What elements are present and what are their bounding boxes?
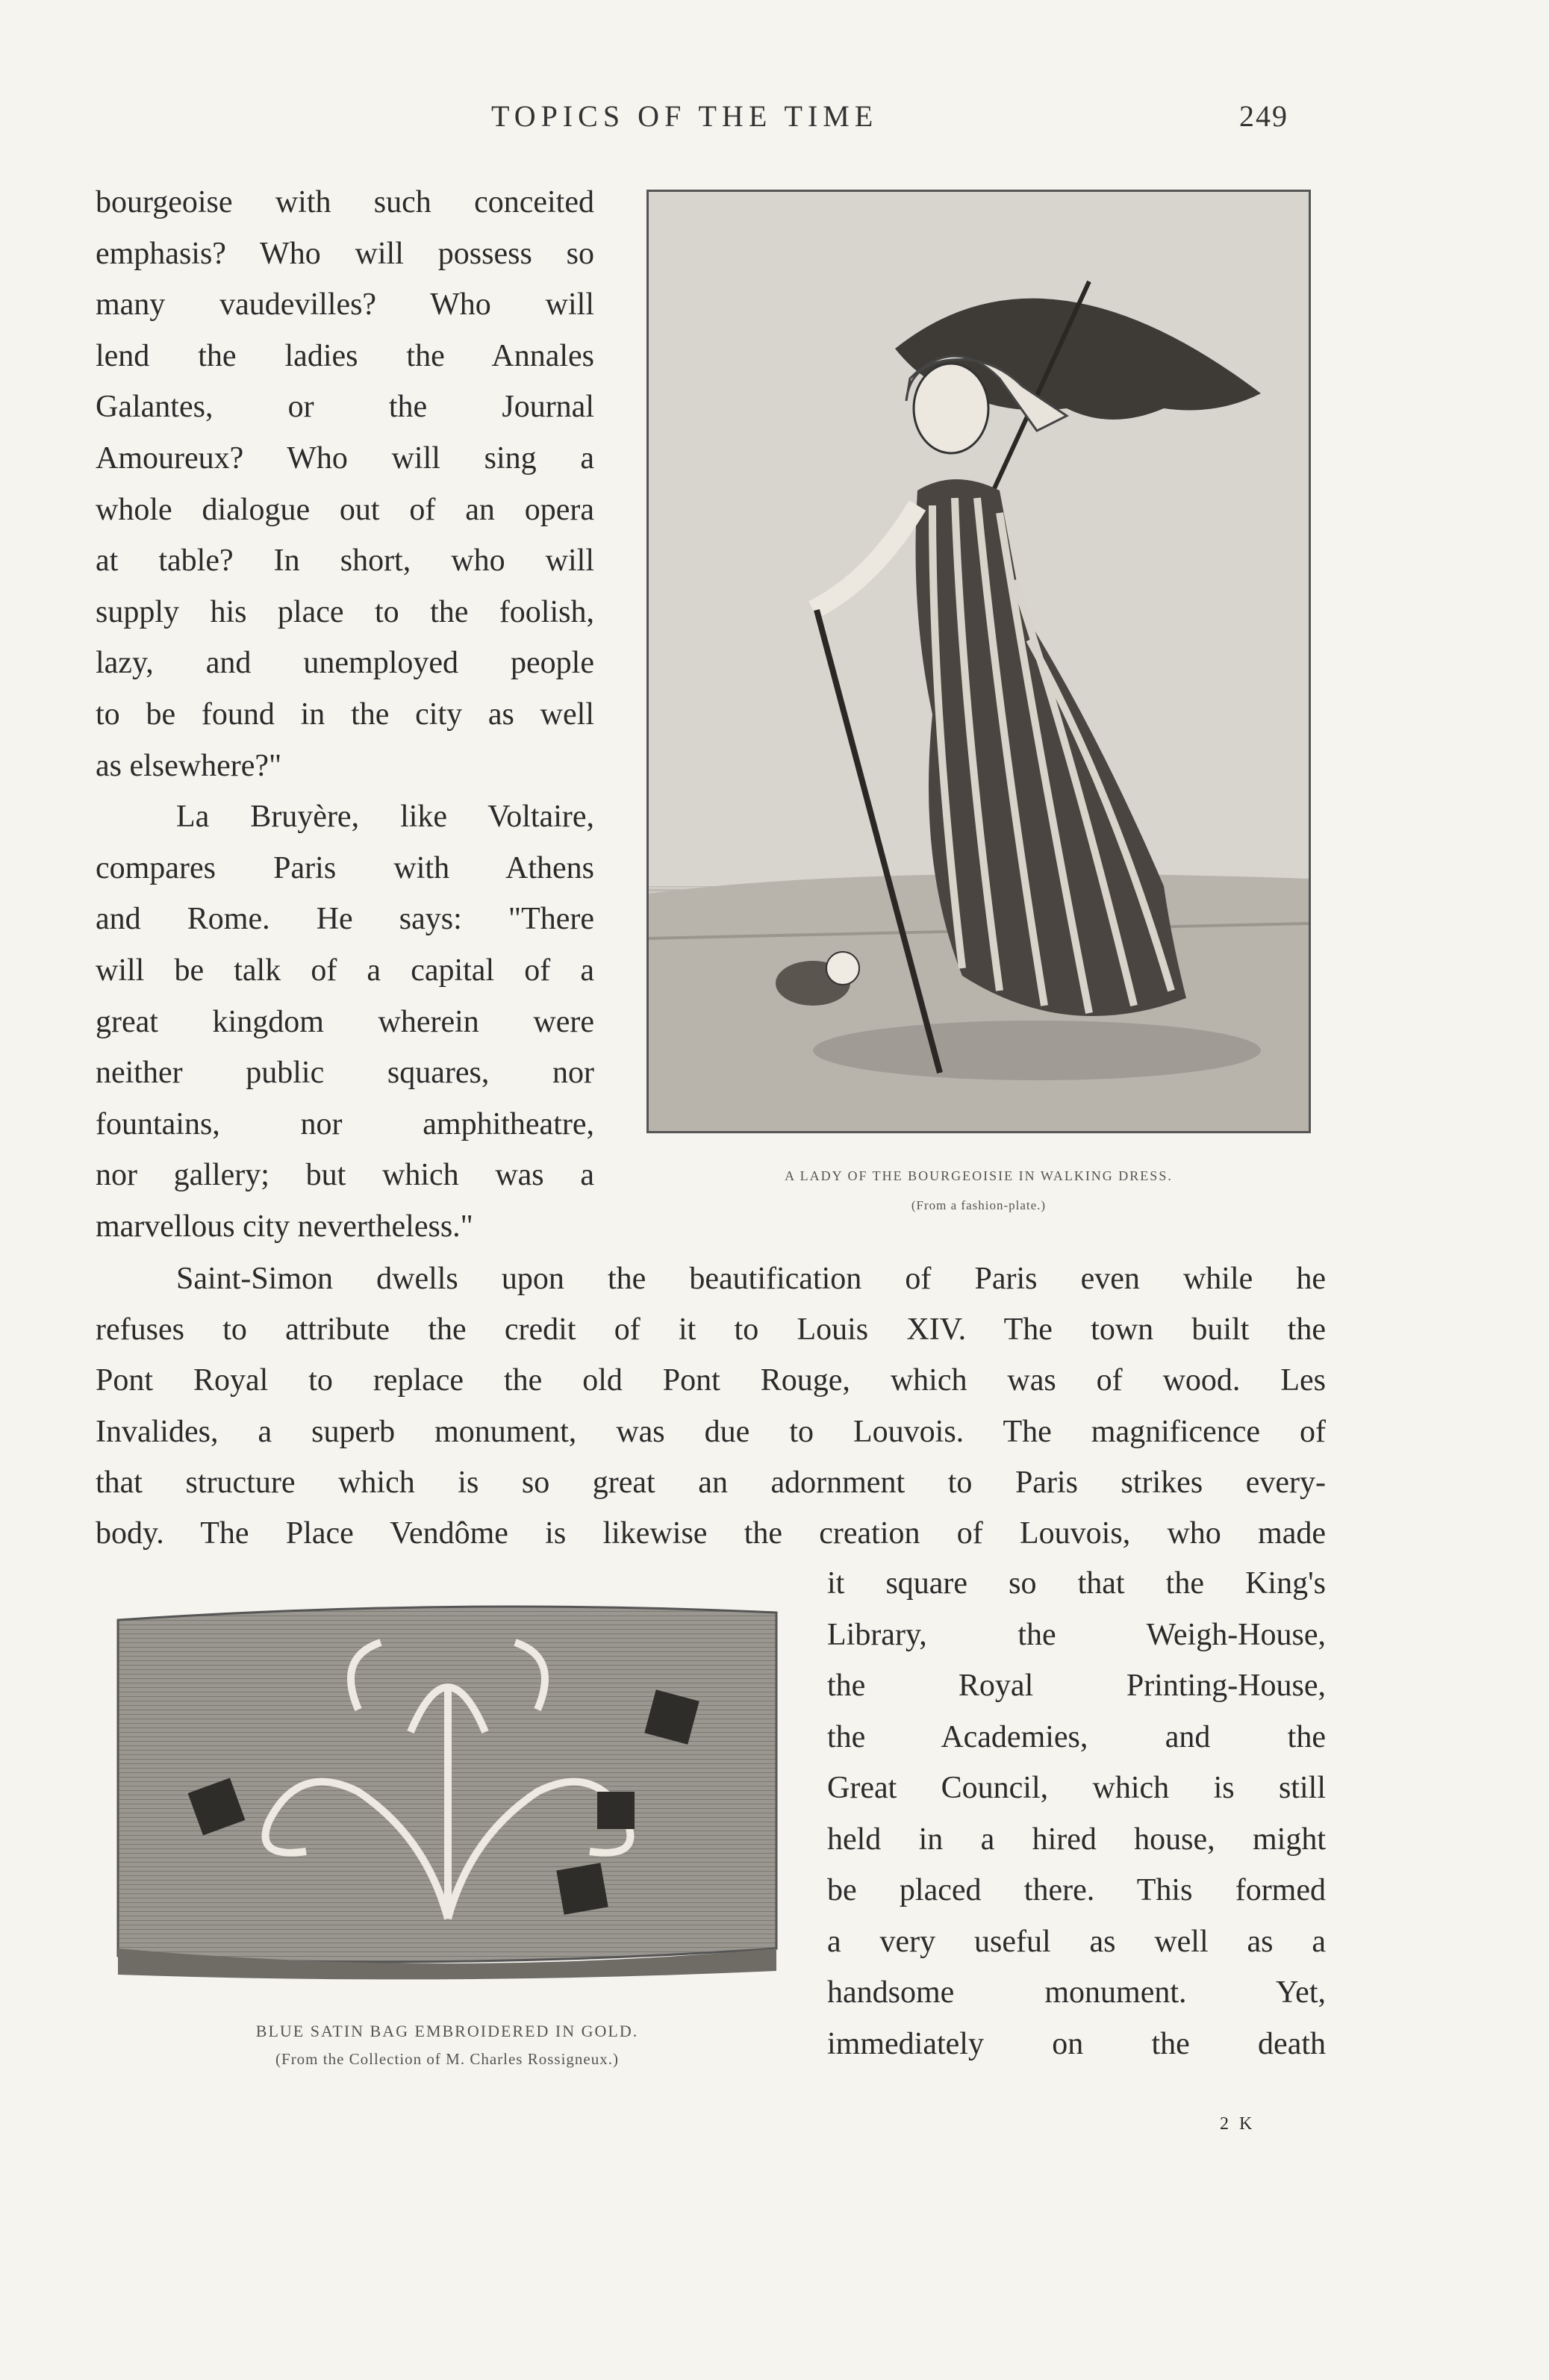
running-head: TOPICS OF THE TIME: [491, 99, 879, 133]
signature-mark: 2 K: [1220, 2114, 1256, 2134]
text-line: immediately on the death: [827, 2026, 1326, 2061]
figure-bottom-credit: (From the Collection of M. Charles Rossigneux.): [275, 2050, 619, 2068]
text-line: La Bruyère, like Voltaire,: [176, 800, 594, 835]
figure-top-caption: A LADY OF THE BOURGEOISIE IN WALKING DRESS.: [785, 1168, 1173, 1183]
text-line: be placed there. This formed: [827, 1873, 1326, 1907]
text-line: Amoureux? Who will sing a: [96, 441, 594, 476]
text-line: marvellous city nevertheless.": [96, 1209, 473, 1244]
text-line: held in a hired house, might: [827, 1822, 1326, 1857]
text-line: at table? In short, who will: [96, 543, 594, 579]
text-line: Library, the Weigh-House,: [827, 1617, 1326, 1652]
text-line: that structure which is so great an adornment to Paris strikes every-: [96, 1465, 1326, 1500]
text-line: lazy, and unemployed people: [96, 646, 594, 681]
text-line: emphasis? Who will possess so: [96, 236, 594, 271]
text-line: Great Council, which is still: [827, 1771, 1326, 1805]
text-line: a very useful as well as a: [827, 1924, 1326, 1959]
text-line: to be found in the city as well: [96, 697, 594, 732]
text-line: nor gallery; but which was a: [96, 1158, 594, 1193]
text-line: Galantes, or the Journal: [96, 390, 594, 425]
text-line: as elsewhere?": [96, 748, 282, 783]
satin-bag-engraving: [112, 1598, 782, 1986]
text-line: whole dialogue out of an opera: [96, 492, 594, 527]
text-line: handsome monument. Yet,: [827, 1975, 1326, 2010]
text-line: it square so that the King's: [827, 1566, 1326, 1601]
text-line: fountains, nor amphitheatre,: [96, 1106, 594, 1141]
lady-illustration: [646, 190, 1311, 1133]
text-line: bourgeoise with such conceited: [96, 185, 594, 219]
text-line: Saint-Simon dwells upon the beautification of Paris even while he: [176, 1262, 1326, 1296]
text-line: supply his place to the foolish,: [96, 594, 594, 629]
text-line: Invalides, a superb monument, was due to Louvois. The magnificence of: [96, 1414, 1326, 1449]
text-line: body. The Place Vendôme is likewise the creation of Louvois, who made: [96, 1516, 1326, 1551]
text-line: the Royal Printing-House,: [827, 1669, 1326, 1703]
text-line: neither public squares, nor: [96, 1056, 594, 1091]
lady-engraving: [649, 192, 1309, 1131]
text-line: compares Paris with Athens: [96, 850, 594, 885]
figure-bottom-caption: BLUE SATIN BAG EMBROIDERED IN GOLD.: [255, 2022, 639, 2040]
text-line: lend the ladies the Annales: [96, 338, 594, 373]
text-line: and Rome. He says: "There: [96, 902, 594, 937]
figure-top-credit: (From a fashion-plate.): [911, 1198, 1047, 1212]
text-line: refuses to attribute the credit of it to Louis XIV. The town built the: [96, 1312, 1326, 1348]
satin-bag-illustration: [112, 1598, 782, 1986]
page-number: 249: [1239, 99, 1288, 133]
text-line: will be talk of a capital of a: [96, 953, 594, 988]
text-line: great kingdom wherein were: [96, 1004, 594, 1039]
text-line: the Academies, and the: [827, 1719, 1326, 1754]
text-line: Pont Royal to replace the old Pont Rouge, which was of wood. Les: [96, 1363, 1326, 1398]
text-line: many vaudevilles? Who will: [96, 287, 594, 323]
